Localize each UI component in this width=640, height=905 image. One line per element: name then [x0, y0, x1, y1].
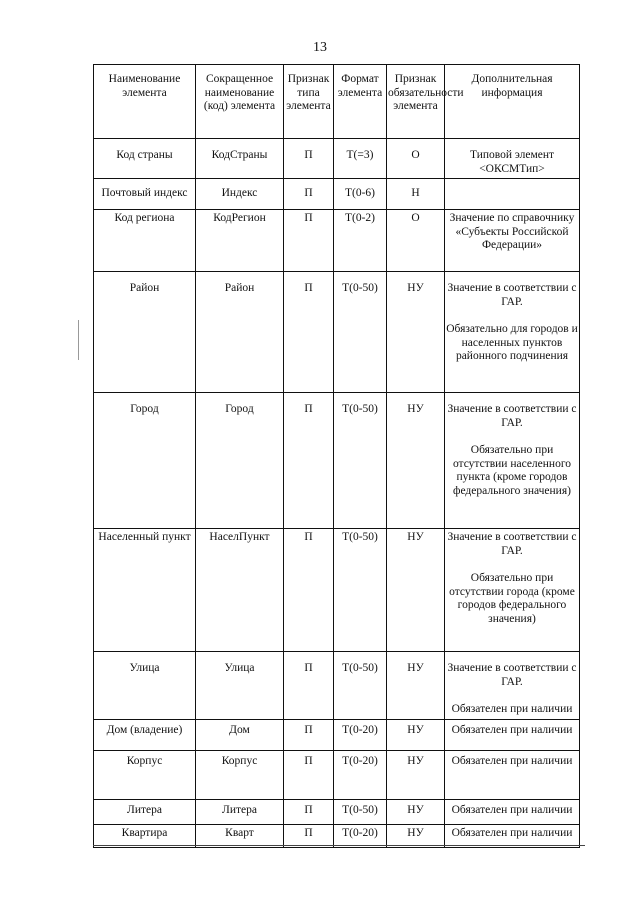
- cell-info: [445, 824, 580, 847]
- cell-type: П: [284, 393, 334, 529]
- table-row: [94, 719, 580, 750]
- cell-format: T(0-6): [334, 179, 387, 210]
- cell-type: П: [284, 824, 334, 847]
- table-header-row: [94, 65, 580, 139]
- cell-info: [445, 652, 580, 720]
- cell-code: Город: [196, 393, 284, 529]
- table-row: [94, 750, 580, 799]
- table-row: [94, 393, 580, 529]
- cell-type: П: [284, 179, 334, 210]
- table-row: [94, 210, 580, 272]
- table-row: [94, 529, 580, 652]
- cell-format: T(0-50): [334, 393, 387, 529]
- cell-code: КодСтраны: [196, 139, 284, 179]
- cell-type: П: [284, 139, 334, 179]
- margin-mark: [78, 320, 79, 360]
- table-row: [94, 179, 580, 210]
- cell-name: Дом (владение): [94, 719, 196, 750]
- info-paragraph: Значение по справочнику «Субъекты Российской Федерации»: [449, 212, 575, 251]
- cell-format: T(0-20): [334, 719, 387, 750]
- cell-name: Квартира: [94, 824, 196, 847]
- cell-format: T(0-20): [334, 824, 387, 847]
- cell-required: Н: [387, 179, 445, 210]
- header-type: Признак типа элемента: [284, 65, 334, 139]
- info-paragraph: Значение в соответствии с ГАР.: [447, 282, 577, 308]
- header-code: Сокращенное наименование (код) элемента: [196, 65, 284, 139]
- bottom-rule: [93, 845, 585, 846]
- cell-name: Литера: [94, 799, 196, 824]
- info-paragraph: Обязательно при отсутствии населенного пункта (кроме городов федерального значения): [452, 444, 572, 497]
- info-paragraph: Значение в соответствии с ГАР.: [447, 403, 577, 429]
- info-paragraph: Обязателен при наличии: [451, 723, 573, 736]
- info-paragraph: Значение в соответствии с ГАР.: [447, 531, 577, 557]
- cell-type: П: [284, 799, 334, 824]
- cell-required: НУ: [387, 393, 445, 529]
- cell-info: [445, 750, 580, 799]
- info-paragraph: Значение в соответствии с ГАР.: [447, 662, 577, 688]
- info-paragraph: Обязателен при наличии: [451, 803, 573, 816]
- cell-name: Код региона: [94, 210, 196, 272]
- cell-required: НУ: [387, 824, 445, 847]
- cell-required: НУ: [387, 750, 445, 799]
- cell-name: Город: [94, 393, 196, 529]
- cell-name: Почтовый индекс: [94, 179, 196, 210]
- cell-info: [445, 179, 580, 210]
- info-paragraph: Обязателен при наличии: [451, 754, 573, 767]
- cell-name: Населенный пункт: [94, 529, 196, 652]
- table-row: [94, 652, 580, 720]
- cell-format: T(0-50): [334, 652, 387, 720]
- cell-format: T(0-2): [334, 210, 387, 272]
- table-row: [94, 272, 580, 393]
- cell-code: Район: [196, 272, 284, 393]
- cell-info: [445, 272, 580, 393]
- info-paragraph: Обязательно при отсутствии города (кроме городов федерального значения): [449, 572, 575, 625]
- cell-code: КодРегион: [196, 210, 284, 272]
- cell-required: НУ: [387, 529, 445, 652]
- cell-code: Дом: [196, 719, 284, 750]
- cell-info: [445, 393, 580, 529]
- cell-required: О: [387, 139, 445, 179]
- cell-code: Улица: [196, 652, 284, 720]
- cell-type: П: [284, 210, 334, 272]
- header-required: Признак обязательности элемента: [387, 65, 445, 139]
- cell-type: П: [284, 719, 334, 750]
- cell-required: НУ: [387, 719, 445, 750]
- cell-required: НУ: [387, 799, 445, 824]
- cell-required: НУ: [387, 652, 445, 720]
- cell-type: П: [284, 652, 334, 720]
- header-format: Формат элемента: [334, 65, 387, 139]
- info-paragraph: Обязательно для городов и населенных пунктов районного подчинения: [446, 323, 578, 362]
- cell-info: [445, 719, 580, 750]
- cell-type: П: [284, 272, 334, 393]
- cell-format: T(0-50): [334, 272, 387, 393]
- table-row: [94, 139, 580, 179]
- cell-format: T(0-20): [334, 750, 387, 799]
- cell-info: [445, 529, 580, 652]
- info-paragraph: Типовой элемент <ОКСМТип>: [469, 149, 555, 175]
- header-info: Дополнительная информация: [445, 65, 580, 139]
- header-name: Наименование элемента: [94, 65, 196, 139]
- cell-info: [445, 799, 580, 824]
- cell-code: Корпус: [196, 750, 284, 799]
- table-row: [94, 824, 580, 847]
- page-number: 13: [313, 40, 327, 55]
- cell-code: Литера: [196, 799, 284, 824]
- cell-name: Район: [94, 272, 196, 393]
- info-paragraph: Обязателен при наличии: [451, 826, 573, 839]
- cell-code: НаселПункт: [196, 529, 284, 652]
- cell-type: П: [284, 529, 334, 652]
- cell-required: НУ: [387, 272, 445, 393]
- cell-name: Код страны: [94, 139, 196, 179]
- cell-name: Корпус: [94, 750, 196, 799]
- cell-format: T(=3): [334, 139, 387, 179]
- cell-info: [445, 210, 580, 272]
- cell-type: П: [284, 750, 334, 799]
- cell-code: Кварт: [196, 824, 284, 847]
- info-paragraph: Обязателен при наличии: [451, 703, 573, 715]
- elements-table: [93, 64, 580, 848]
- cell-name: Улица: [94, 652, 196, 720]
- cell-format: T(0-50): [334, 529, 387, 652]
- table-row: [94, 799, 580, 824]
- cell-format: T(0-50): [334, 799, 387, 824]
- cell-info: [445, 139, 580, 179]
- cell-required: О: [387, 210, 445, 272]
- cell-code: Индекс: [196, 179, 284, 210]
